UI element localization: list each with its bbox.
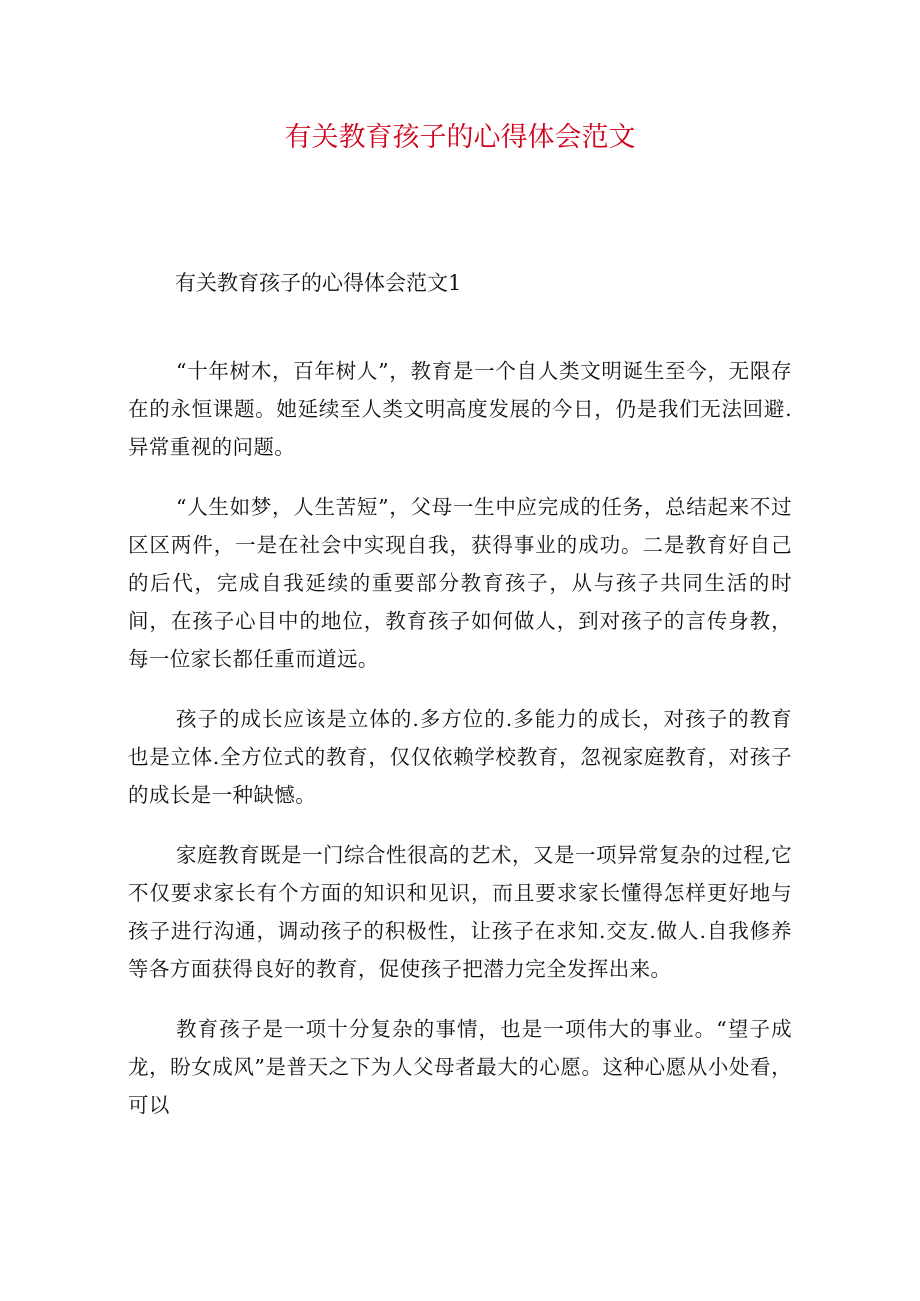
paragraph-4: 家庭教育既是一门综合性很高的艺术，又是一项异常复杂的过程,它不仅要求家长有个方面的知识和见识，而且要求家长懂得怎样更好地与孩子进行沟通，调动孩子的积极性，让孩子在求知.交友.做人.自我修养等各方面获得良好的教育，促使孩子把潜力完全发挥出来。 xyxy=(128,843,792,981)
section-heading: 有关教育孩子的心得体会范文1 xyxy=(175,271,462,295)
document-title: 有关教育孩子的心得体会范文 xyxy=(284,122,636,153)
paragraph-3: 孩子的成长应该是立体的.多方位的.多能力的成长，对孩子的教育也是立体.全方位式的教育，仅仅依赖学校教育，忽视家庭教育，对孩子的成长是一种缺憾。 xyxy=(128,707,792,807)
paragraph-1: “十年树木，百年树人”，教育是一个自人类文明诞生至今，无限存在的永恒课题。她延续至人类文明高度发展的今日，仍是我们无法回避.异常重视的问题。 xyxy=(128,359,792,459)
paragraph-2: “人生如梦，人生苦短”，父母一生中应完成的任务，总结起来不过区区两件，一是在社会中实现自我，获得事业的成功。二是教育好自己的后代，完成自我延续的重要部分教育孩子，从与孩子共同生活的时间，在孩子心目中的地位，教育孩子如何做人，到对孩子的言传身教，每一位家长都任重而道远。 xyxy=(128,495,792,671)
paragraph-5: 教育孩子是一项十分复杂的事情，也是一项伟大的事业。“望子成龙，盼女成风”是普天之下为人父母者最大的心愿。这种心愿从小处看，可以 xyxy=(128,1017,792,1117)
document-body xyxy=(128,352,792,1146)
